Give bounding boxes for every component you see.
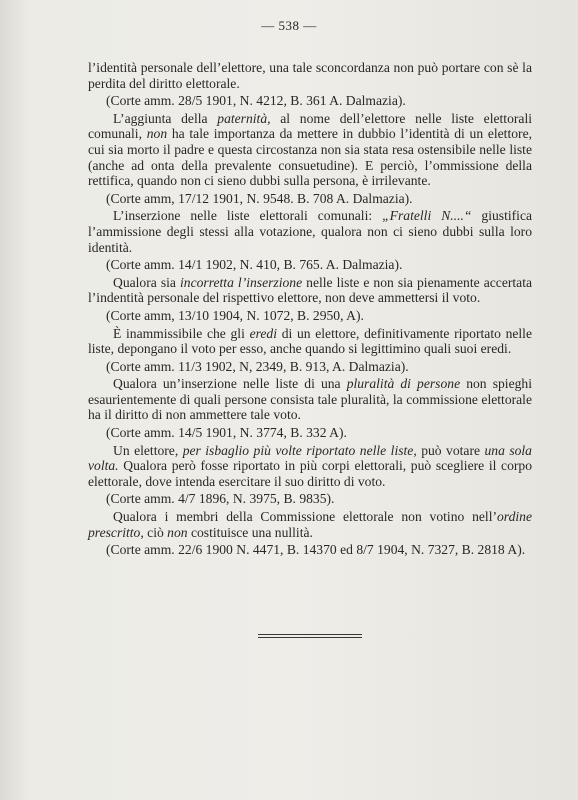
page-body-text <box>88 60 532 560</box>
text-segment: (Corte amm. 28/5 1901, N. 4212, B. 361 A. Dalmazia). <box>106 93 406 109</box>
text-segment: Qualora però fosse riportato in più corpi elettorali, può scegliere il corpo elettorale, dove intenda esercitare il suo diritto di voto. <box>88 458 532 489</box>
italic-text-segment: pluralità di persone <box>346 376 461 392</box>
text-segment: (Corte amm. 4/7 1896, N. 3975, B. 9835). <box>106 491 335 507</box>
citation-paragraph <box>88 425 532 441</box>
body-paragraph <box>88 509 532 540</box>
italic-text-segment: ordine prescritto, <box>88 509 532 540</box>
citation-paragraph <box>88 491 532 507</box>
text-segment: giustifica l’ammissione degli stessi alla votazione, qualora non ci sieno dubbi sulla loro identità. <box>88 208 533 255</box>
text-segment: di un elettore, definitivamente riportato nelle liste, depongano il voto per esso, anche quando si legittimino quali suoi eredi. <box>88 325 532 357</box>
citation-paragraph <box>88 542 532 558</box>
body-paragraph <box>88 443 532 490</box>
italic-text-segment: per isbaglio più volte riportato nelle liste, <box>182 442 417 458</box>
text-segment: Un elettore, <box>113 442 183 458</box>
text-segment: ha tale importanza da mettere in dubbio l’identità di un elettore, cui sia morto il padre e questa circostanza non sia stata resa ostensibile nelle liste (anche ad onta della prevalente consuetudine). E perciò, l’ommissione della rettifica, quando non ci sieno dubbi sulla persona, è irrilevante. <box>88 126 532 189</box>
text-segment: È inammissibile che gli <box>113 325 250 341</box>
text-segment: costituisce una nullità. <box>187 524 313 540</box>
text-segment: Qualora i membri della Commissione elettorale non votino nell’ <box>113 509 497 525</box>
text-segment: ciò <box>143 524 168 540</box>
text-segment: L’aggiunta della <box>113 110 218 126</box>
body-paragraph <box>88 208 532 255</box>
text-segment: L’inserzione nelle liste elettorali comunali: <box>113 208 383 224</box>
text-segment: al nome dell’elettore nelle liste elettorali comunali, <box>88 110 532 142</box>
text-segment: Qualora sia <box>113 274 180 290</box>
italic-text-segment: incorretta l’inserzione <box>180 274 303 290</box>
text-segment: (Corte amm, 17/12 1901, N. 9548. B. 708 A. Dalmazia). <box>106 190 413 206</box>
text-segment: l’identità personale dell’elettore, una tale sconcordanza non può portare con sè la perdita del diritto elettorale. <box>88 60 532 91</box>
text-segment: non spieghi esaurientemente di quali persone consista tale pluralità, la commissione elettorale ha il diritto di non ammettere tale voto. <box>88 376 532 423</box>
body-paragraph <box>88 275 532 306</box>
italic-text-segment: una sola volta. <box>88 442 532 474</box>
section-divider <box>258 634 362 635</box>
text-segment: nelle liste e non sia pienamente accertata l’indentità personale del rispettivo elettore, non deve ammettersi il voto. <box>88 274 533 306</box>
citation-paragraph <box>88 308 532 324</box>
citation-paragraph <box>88 359 532 375</box>
citation-paragraph <box>88 191 532 207</box>
italic-text-segment: paternità, <box>217 110 271 126</box>
section-divider-second-line <box>258 637 362 638</box>
text-segment: (Corte amm. 14/1 1902, N. 410, B. 765. A. Dalmazia). <box>106 257 403 273</box>
text-segment: può votare <box>416 442 485 458</box>
body-paragraph <box>88 60 532 91</box>
italic-text-segment: eredi <box>249 325 277 341</box>
text-segment: (Corte amm, 13/10 1904, N. 1072, B. 2950, A). <box>106 307 364 323</box>
citation-paragraph <box>88 257 532 273</box>
italic-text-segment: non <box>167 524 188 540</box>
body-paragraph <box>88 111 532 189</box>
text-segment: (Corte amm. 22/6 1900 N. 4471, B. 14370 ed 8/7 1904, N. 7327, B. 2818 A). <box>106 542 526 558</box>
body-paragraph <box>88 376 532 423</box>
page-number: — 538 — <box>261 18 317 33</box>
italic-text-segment: non <box>146 126 168 142</box>
text-segment: (Corte amm. 14/5 1901, N. 3774, B. 332 A). <box>106 425 347 441</box>
text-segment: (Corte amm. 11/3 1902, N, 2349, B. 913, A. Dalmazia). <box>106 358 409 374</box>
citation-paragraph <box>88 93 532 109</box>
text-segment: Qualora un’inserzione nelle liste di una <box>113 376 347 392</box>
italic-text-segment: „Fratelli N....“ <box>382 208 472 224</box>
body-paragraph <box>88 326 532 357</box>
